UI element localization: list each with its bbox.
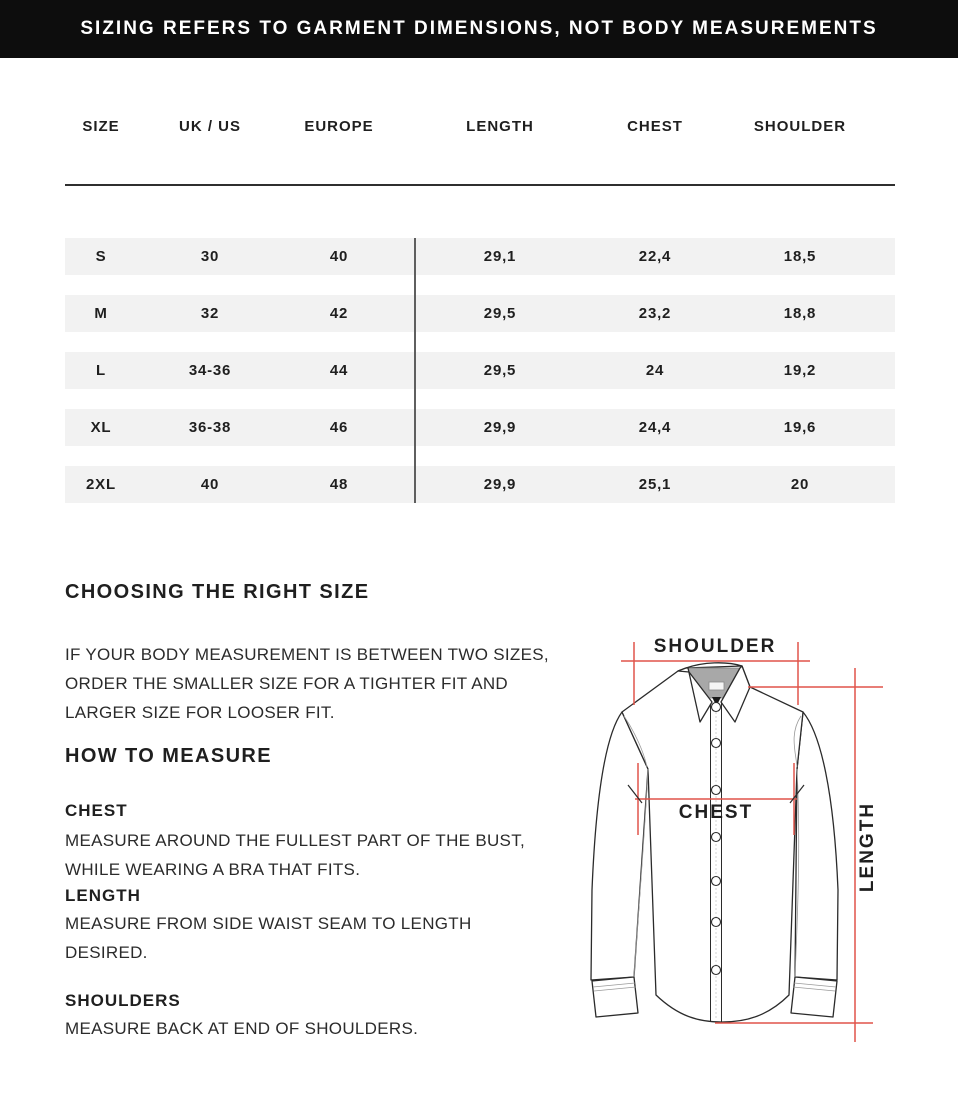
cell-europe: 40 [329,248,349,265]
size-table-header [65,108,895,145]
chest-text [65,826,525,884]
right-sleeve [795,712,838,980]
cell-length: 29,9 [483,476,517,493]
cell-uk-us: 36-38 [188,419,232,436]
text-line: ORDER THE SMALLER SIZE FOR A TIGHTER FIT AND [65,674,509,693]
cell-shoulder: 18,8 [783,305,817,322]
table-row-s [65,238,895,275]
cell-size: 2XL [86,476,116,493]
shoulders-text [65,1014,418,1043]
table-row-l [65,352,895,389]
cell-chest: 24 [645,362,665,379]
collar-label [709,682,724,690]
chest-title: CHEST [65,801,128,820]
column-header-length: LENGTH [466,118,534,135]
button [712,877,721,886]
header-rule [65,184,895,186]
diagram-shoulder-label: SHOULDER [653,636,777,657]
column-header-chest: CHEST [627,118,683,135]
banner-text: SIZING REFERS TO GARMENT DIMENSIONS, NOT BODY MEASUREMENTS [80,18,878,39]
button [712,918,721,927]
cell-size: XL [90,419,112,436]
cell-shoulder: 18,5 [783,248,817,265]
cell-chest: 25,1 [638,476,672,493]
shoulders-title: SHOULDERS [65,991,181,1010]
cell-length: 29,5 [483,305,517,322]
text-line: LARGER SIZE FOR LOOSER FIT. [65,703,335,722]
text-line: WHILE WEARING A BRA THAT FITS. [65,860,361,879]
text-line: IF YOUR BODY MEASUREMENT IS BETWEEN TWO SIZES, [65,645,549,664]
button [712,739,721,748]
cell-chest: 22,4 [638,248,672,265]
how-to-measure-heading: HOW TO MEASURE [65,745,273,767]
cell-length: 29,5 [483,362,517,379]
cell-shoulder: 19,6 [783,419,817,436]
banner [0,0,958,58]
left-sleeve [591,712,648,980]
cell-europe: 42 [329,305,349,322]
cell-shoulder: 20 [790,476,810,493]
cell-size: L [96,362,106,379]
choosing-size-heading: CHOOSING THE RIGHT SIZE [65,581,370,603]
cell-uk-us: 30 [200,248,220,265]
length-text [65,909,472,967]
column-header-uk-us: UK / US [178,118,241,135]
shirt-diagram [588,628,958,1058]
cell-length: 29,1 [483,248,517,265]
cell-size: S [95,248,107,265]
column-header-europe: EUROPE [304,118,374,135]
table-row-m [65,295,895,332]
cell-size: M [94,305,108,322]
text-line: MEASURE BACK AT END OF SHOULDERS. [65,1019,419,1038]
collar-button [712,703,721,712]
cell-uk-us: 34-36 [188,362,232,379]
cell-europe: 44 [329,362,349,379]
column-header-shoulder: SHOULDER [753,118,847,135]
diagram-length-label: LENGTH [857,801,878,893]
cell-europe: 46 [329,419,349,436]
cell-uk-us: 32 [200,305,220,322]
cell-chest: 24,4 [638,419,672,436]
cell-uk-us: 40 [200,476,220,493]
button [712,966,721,975]
cell-chest: 23,2 [638,305,672,322]
button [712,786,721,795]
text-line: MEASURE FROM SIDE WAIST SEAM TO LENGTH [65,914,472,933]
choosing-size-text [65,640,549,727]
cell-europe: 48 [329,476,349,493]
cell-length: 29,9 [483,419,517,436]
text-line: MEASURE AROUND THE FULLEST PART OF THE BUST, [65,831,526,850]
diagram-chest-label: CHEST [678,802,754,823]
length-title: LENGTH [65,886,141,905]
button [712,833,721,842]
table-column-divider [414,238,416,503]
table-row-xl [65,409,895,446]
cell-shoulder: 19,2 [783,362,817,379]
text-line: DESIRED. [65,943,148,962]
column-header-size: SIZE [82,118,120,135]
table-row-2xl [65,466,895,503]
